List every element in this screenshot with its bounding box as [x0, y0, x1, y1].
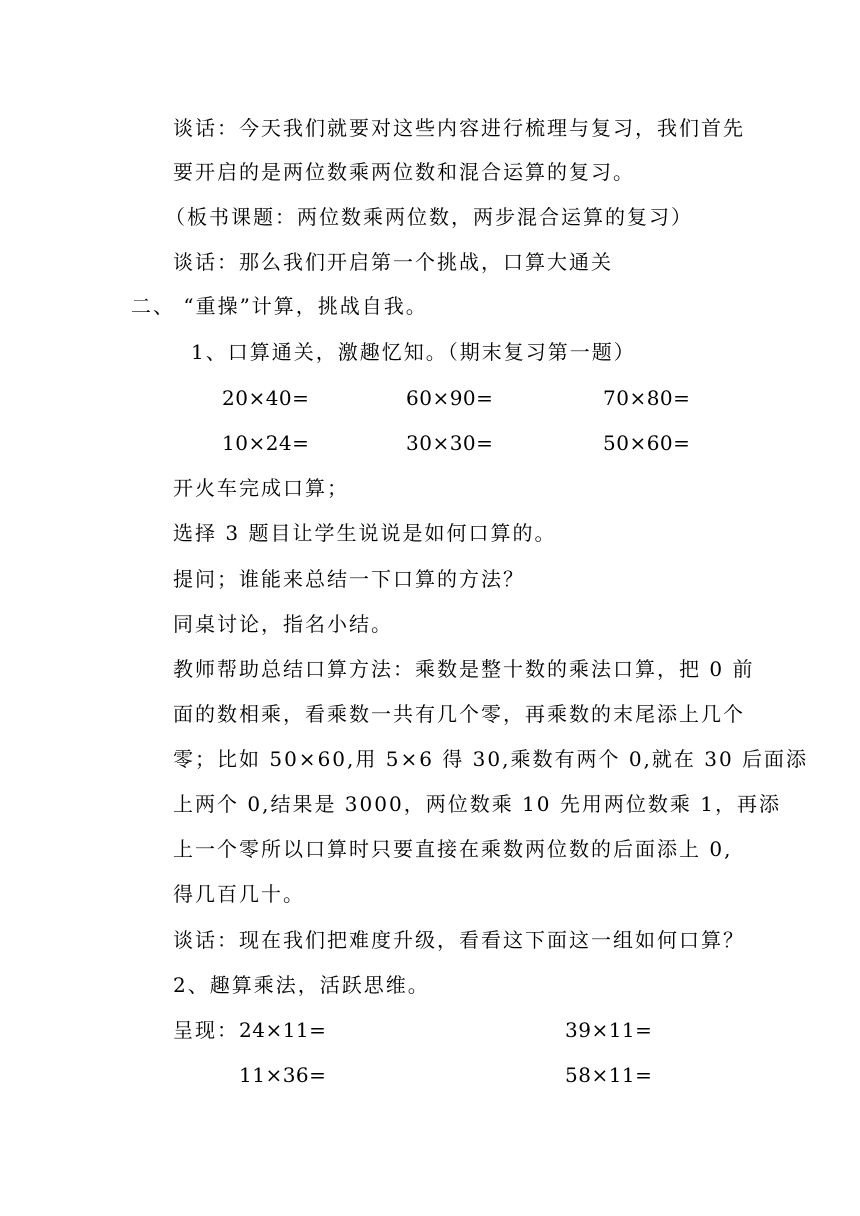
calc-item: 39×11= — [565, 1018, 653, 1042]
calc-item: 50×60= — [603, 431, 691, 455]
paragraph-line: 上一个零所以口算时只要直接在乘数两位数的后面添上 0, — [173, 837, 733, 861]
paragraph-line: 谈话：今天我们就要对这些内容进行梳理与复习，我们首先 — [173, 116, 745, 140]
subsection-heading: 1、口算通关，激趣忆知。（期末复习第一题） — [191, 340, 636, 364]
paragraph-line: 零；比如 50×60,用 5×6 得 30,乘数有两个 0,就在 30 后面添 — [173, 747, 809, 771]
paragraph-line: 上两个 0,结果是 3000，两位数乘 10 先用两位数乘 1，再添 — [173, 792, 781, 816]
paragraph-line: 选择 3 题目让学生说说是如何口算的。 — [173, 521, 557, 545]
paragraph-line: 要开启的是两位数乘两位数和混合运算的复习。 — [173, 160, 635, 184]
section-heading: 二、 “重操”计算，挑战自我。 — [131, 294, 428, 318]
calc-item: 70×80= — [603, 386, 691, 410]
paragraph-line: （板书课题：两位数乘两位数，两步混合运算的复习） — [165, 205, 693, 229]
calc-item: 11×36= — [239, 1063, 327, 1087]
subsection-heading: 2、趣算乘法，活跃思维。 — [173, 973, 430, 997]
paragraph-line: 得几百几十。 — [173, 882, 305, 906]
paragraph-line: 提问；谁能来总结一下口算的方法？ — [173, 567, 525, 591]
paragraph-line: 谈话：那么我们开启第一个挑战，口算大通关 — [173, 250, 613, 274]
present-label: 呈现： — [173, 1018, 239, 1042]
calc-item: 24×11= — [239, 1018, 327, 1042]
paragraph-line: 谈话：现在我们把难度升级，看看这下面这一组如何口算？ — [173, 928, 745, 952]
paragraph-line: 同桌讨论，指名小结。 — [173, 612, 393, 636]
calc-item: 10×24= — [222, 431, 310, 455]
calc-item: 58×11= — [565, 1063, 653, 1087]
calc-item: 20×40= — [222, 386, 310, 410]
calc-item: 30×30= — [406, 431, 494, 455]
paragraph-line: 面的数相乘，看乘数一共有几个零，再乘数的末尾添上几个 — [173, 702, 745, 726]
calc-item: 60×90= — [406, 386, 494, 410]
paragraph-line: 开火车完成口算； — [173, 476, 349, 500]
paragraph-line: 教师帮助总结口算方法：乘数是整十数的乘法口算，把 0 前 — [173, 657, 755, 681]
